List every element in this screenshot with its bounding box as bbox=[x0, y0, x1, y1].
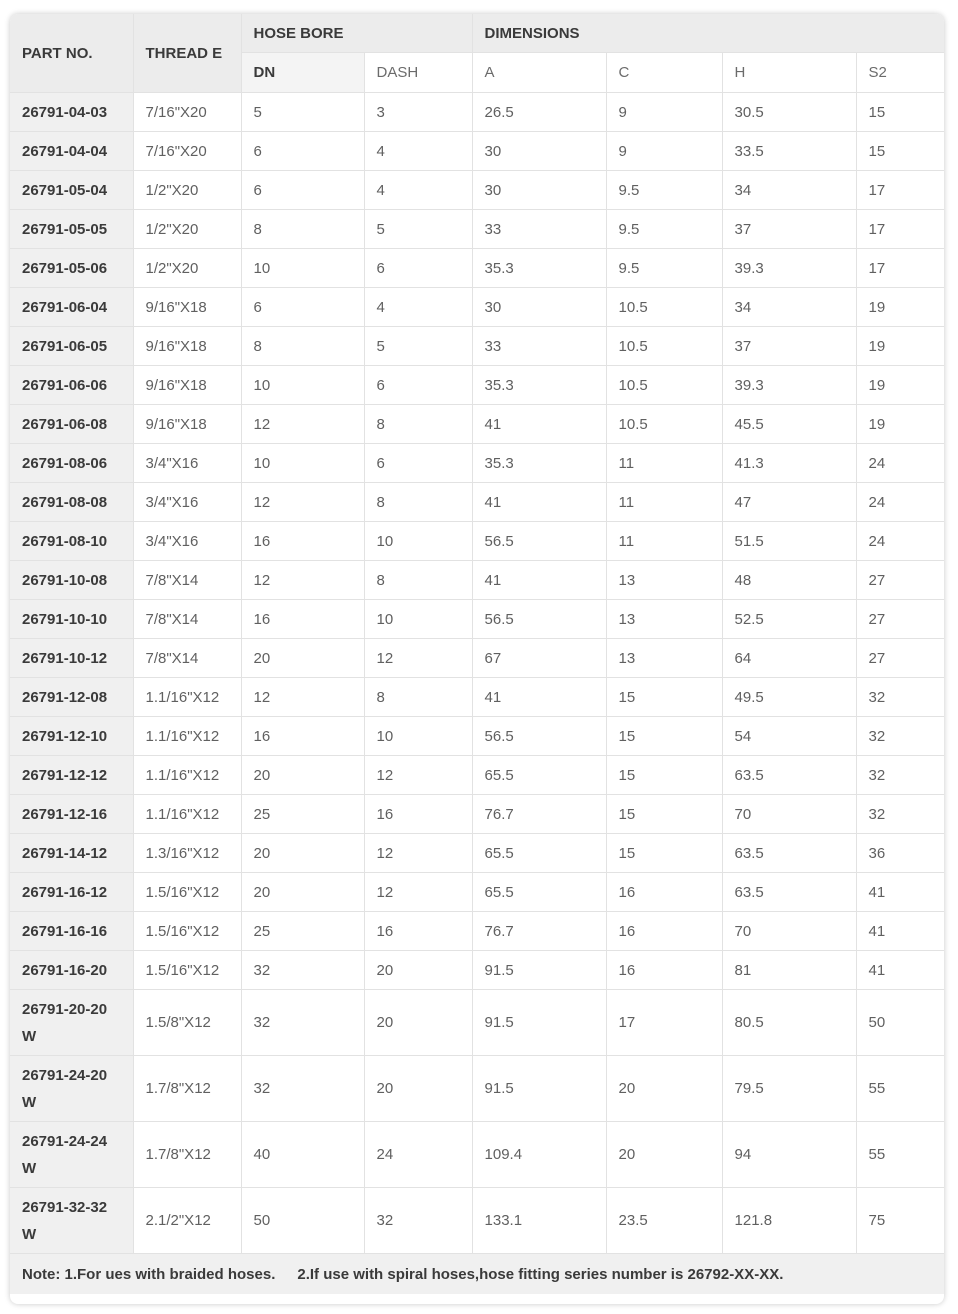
dim-c-cell: 15 bbox=[606, 756, 722, 795]
dash-cell: 4 bbox=[364, 171, 472, 210]
thread-cell: 7/16"X20 bbox=[133, 93, 241, 132]
part-no-cell: 26791-06-04 bbox=[10, 288, 133, 327]
dim-a-cell: 65.5 bbox=[472, 834, 606, 873]
dim-s2-cell: 55 bbox=[856, 1056, 944, 1122]
thread-cell: 1.5/8"X12 bbox=[133, 990, 241, 1056]
dim-c-cell: 10.5 bbox=[606, 288, 722, 327]
dash-cell: 8 bbox=[364, 405, 472, 444]
dim-h-cell: 47 bbox=[722, 483, 856, 522]
dn-cell: 32 bbox=[241, 1056, 364, 1122]
table-row bbox=[10, 1122, 944, 1188]
dim-h-cell: 37 bbox=[722, 210, 856, 249]
dim-h-cell: 80.5 bbox=[722, 990, 856, 1056]
part-no-cell: 26791-10-08 bbox=[10, 561, 133, 600]
thread-cell: 7/8"X14 bbox=[133, 561, 241, 600]
table-row bbox=[10, 795, 944, 834]
dim-s2-cell: 36 bbox=[856, 834, 944, 873]
dash-cell: 6 bbox=[364, 249, 472, 288]
part-no-cell: 26791-08-08 bbox=[10, 483, 133, 522]
table-row bbox=[10, 951, 944, 990]
dim-c-cell: 15 bbox=[606, 834, 722, 873]
part-no-cell: 26791-06-05 bbox=[10, 327, 133, 366]
note-row bbox=[10, 1254, 944, 1295]
part-no-cell: 26791-16-12 bbox=[10, 873, 133, 912]
dash-cell: 5 bbox=[364, 327, 472, 366]
dim-c-cell: 16 bbox=[606, 912, 722, 951]
dim-h-cell: 70 bbox=[722, 795, 856, 834]
header-h: H bbox=[722, 53, 856, 93]
dim-s2-cell: 41 bbox=[856, 951, 944, 990]
dim-c-cell: 9.5 bbox=[606, 210, 722, 249]
dim-a-cell: 35.3 bbox=[472, 366, 606, 405]
dim-h-cell: 70 bbox=[722, 912, 856, 951]
part-no-cell: 26791-12-12 bbox=[10, 756, 133, 795]
dn-cell: 6 bbox=[241, 132, 364, 171]
dim-c-cell: 15 bbox=[606, 678, 722, 717]
dn-cell: 20 bbox=[241, 873, 364, 912]
thread-cell: 9/16"X18 bbox=[133, 405, 241, 444]
dim-s2-cell: 15 bbox=[856, 93, 944, 132]
dim-c-cell: 13 bbox=[606, 600, 722, 639]
dim-h-cell: 64 bbox=[722, 639, 856, 678]
table-row bbox=[10, 873, 944, 912]
part-no-cell: 26791-16-16 bbox=[10, 912, 133, 951]
table-body bbox=[10, 93, 944, 1254]
dim-h-cell: 63.5 bbox=[722, 756, 856, 795]
dash-cell: 5 bbox=[364, 210, 472, 249]
dim-c-cell: 10.5 bbox=[606, 405, 722, 444]
thread-cell: 1.1/16"X12 bbox=[133, 678, 241, 717]
dim-h-cell: 41.3 bbox=[722, 444, 856, 483]
part-no-cell: 26791-24-24 W bbox=[10, 1122, 133, 1188]
dim-s2-cell: 32 bbox=[856, 717, 944, 756]
dn-cell: 16 bbox=[241, 600, 364, 639]
dim-a-cell: 41 bbox=[472, 405, 606, 444]
dim-a-cell: 56.5 bbox=[472, 717, 606, 756]
part-no-cell: 26791-12-08 bbox=[10, 678, 133, 717]
dash-cell: 16 bbox=[364, 795, 472, 834]
dim-c-cell: 10.5 bbox=[606, 366, 722, 405]
dim-h-cell: 81 bbox=[722, 951, 856, 990]
dim-s2-cell: 17 bbox=[856, 171, 944, 210]
dim-s2-cell: 50 bbox=[856, 990, 944, 1056]
dim-h-cell: 79.5 bbox=[722, 1056, 856, 1122]
table-row bbox=[10, 171, 944, 210]
thread-cell: 7/16"X20 bbox=[133, 132, 241, 171]
dn-cell: 6 bbox=[241, 171, 364, 210]
thread-cell: 1.7/8"X12 bbox=[133, 1056, 241, 1122]
dim-s2-cell: 17 bbox=[856, 210, 944, 249]
dim-a-cell: 91.5 bbox=[472, 990, 606, 1056]
dim-c-cell: 17 bbox=[606, 990, 722, 1056]
dim-s2-cell: 32 bbox=[856, 756, 944, 795]
dim-a-cell: 35.3 bbox=[472, 444, 606, 483]
table-row bbox=[10, 327, 944, 366]
dim-a-cell: 76.7 bbox=[472, 912, 606, 951]
dim-s2-cell: 19 bbox=[856, 327, 944, 366]
dim-s2-cell: 55 bbox=[856, 1122, 944, 1188]
thread-cell: 1/2"X20 bbox=[133, 210, 241, 249]
dim-a-cell: 109.4 bbox=[472, 1122, 606, 1188]
dn-cell: 8 bbox=[241, 327, 364, 366]
thread-cell: 1.5/16"X12 bbox=[133, 873, 241, 912]
thread-cell: 1.5/16"X12 bbox=[133, 951, 241, 990]
dim-a-cell: 30 bbox=[472, 132, 606, 171]
dn-cell: 20 bbox=[241, 639, 364, 678]
dim-c-cell: 11 bbox=[606, 483, 722, 522]
dim-h-cell: 94 bbox=[722, 1122, 856, 1188]
part-no-cell: 26791-06-08 bbox=[10, 405, 133, 444]
table-row bbox=[10, 990, 944, 1056]
thread-cell: 1.1/16"X12 bbox=[133, 717, 241, 756]
dim-c-cell: 9 bbox=[606, 93, 722, 132]
dash-cell: 4 bbox=[364, 132, 472, 171]
part-no-cell: 26791-20-20 W bbox=[10, 990, 133, 1056]
dn-cell: 16 bbox=[241, 522, 364, 561]
thread-cell: 1/2"X20 bbox=[133, 171, 241, 210]
dim-a-cell: 67 bbox=[472, 639, 606, 678]
dim-s2-cell: 19 bbox=[856, 366, 944, 405]
thread-cell: 1.1/16"X12 bbox=[133, 795, 241, 834]
dim-s2-cell: 41 bbox=[856, 912, 944, 951]
dim-s2-cell: 19 bbox=[856, 405, 944, 444]
dim-h-cell: 63.5 bbox=[722, 873, 856, 912]
dim-s2-cell: 17 bbox=[856, 249, 944, 288]
table-row bbox=[10, 678, 944, 717]
dash-cell: 20 bbox=[364, 951, 472, 990]
dim-s2-cell: 32 bbox=[856, 795, 944, 834]
table-row bbox=[10, 444, 944, 483]
dash-cell: 16 bbox=[364, 912, 472, 951]
table-row bbox=[10, 210, 944, 249]
dash-cell: 12 bbox=[364, 873, 472, 912]
dash-cell: 10 bbox=[364, 600, 472, 639]
thread-cell: 3/4"X16 bbox=[133, 444, 241, 483]
dn-cell: 32 bbox=[241, 951, 364, 990]
dim-a-cell: 41 bbox=[472, 561, 606, 600]
dn-cell: 10 bbox=[241, 444, 364, 483]
dash-cell: 10 bbox=[364, 522, 472, 561]
dn-cell: 8 bbox=[241, 210, 364, 249]
part-no-cell: 26791-08-10 bbox=[10, 522, 133, 561]
table-row bbox=[10, 561, 944, 600]
dim-h-cell: 39.3 bbox=[722, 249, 856, 288]
dim-h-cell: 39.3 bbox=[722, 366, 856, 405]
table-row bbox=[10, 717, 944, 756]
dash-cell: 20 bbox=[364, 1056, 472, 1122]
note-part-2: 2.If use with spiral hoses,hose fitting series number is 26792-XX-XX. bbox=[297, 1265, 784, 1283]
dim-h-cell: 37 bbox=[722, 327, 856, 366]
dim-c-cell: 20 bbox=[606, 1122, 722, 1188]
dash-cell: 10 bbox=[364, 717, 472, 756]
dim-c-cell: 16 bbox=[606, 873, 722, 912]
dim-s2-cell: 24 bbox=[856, 522, 944, 561]
dim-c-cell: 13 bbox=[606, 561, 722, 600]
part-no-cell: 26791-12-16 bbox=[10, 795, 133, 834]
dim-s2-cell: 24 bbox=[856, 483, 944, 522]
thread-cell: 1/2"X20 bbox=[133, 249, 241, 288]
thread-cell: 9/16"X18 bbox=[133, 327, 241, 366]
thread-cell: 9/16"X18 bbox=[133, 288, 241, 327]
thread-cell: 3/4"X16 bbox=[133, 483, 241, 522]
dim-c-cell: 13 bbox=[606, 639, 722, 678]
table-row bbox=[10, 639, 944, 678]
part-no-cell: 26791-24-20 W bbox=[10, 1056, 133, 1122]
thread-cell: 1.1/16"X12 bbox=[133, 756, 241, 795]
dim-s2-cell: 15 bbox=[856, 132, 944, 171]
dim-h-cell: 49.5 bbox=[722, 678, 856, 717]
dim-s2-cell: 24 bbox=[856, 444, 944, 483]
dn-cell: 12 bbox=[241, 405, 364, 444]
dn-cell: 20 bbox=[241, 834, 364, 873]
part-no-cell: 26791-10-10 bbox=[10, 600, 133, 639]
table-row bbox=[10, 249, 944, 288]
part-no-cell: 26791-14-12 bbox=[10, 834, 133, 873]
dim-a-cell: 41 bbox=[472, 483, 606, 522]
dim-a-cell: 133.1 bbox=[472, 1188, 606, 1254]
dash-cell: 24 bbox=[364, 1122, 472, 1188]
table-row bbox=[10, 912, 944, 951]
dim-a-cell: 30 bbox=[472, 171, 606, 210]
note-part-1: Note: 1.For ues with braided hoses. bbox=[22, 1265, 276, 1283]
dn-cell: 25 bbox=[241, 795, 364, 834]
dim-a-cell: 30 bbox=[472, 288, 606, 327]
dash-cell: 6 bbox=[364, 366, 472, 405]
dim-a-cell: 65.5 bbox=[472, 756, 606, 795]
dim-c-cell: 9 bbox=[606, 132, 722, 171]
dim-a-cell: 41 bbox=[472, 678, 606, 717]
header-hose-bore: HOSE BORE bbox=[241, 14, 472, 53]
table-row bbox=[10, 366, 944, 405]
dim-c-cell: 23.5 bbox=[606, 1188, 722, 1254]
table-row bbox=[10, 600, 944, 639]
dn-cell: 25 bbox=[241, 912, 364, 951]
dim-h-cell: 121.8 bbox=[722, 1188, 856, 1254]
dash-cell: 20 bbox=[364, 990, 472, 1056]
dim-c-cell: 10.5 bbox=[606, 327, 722, 366]
part-no-cell: 26791-04-03 bbox=[10, 93, 133, 132]
table-row bbox=[10, 288, 944, 327]
dn-cell: 40 bbox=[241, 1122, 364, 1188]
header-a: A bbox=[472, 53, 606, 93]
part-no-cell: 26791-10-12 bbox=[10, 639, 133, 678]
dim-a-cell: 26.5 bbox=[472, 93, 606, 132]
part-no-cell: 26791-05-06 bbox=[10, 249, 133, 288]
thread-cell: 1.5/16"X12 bbox=[133, 912, 241, 951]
thread-cell: 7/8"X14 bbox=[133, 639, 241, 678]
dn-cell: 12 bbox=[241, 678, 364, 717]
dash-cell: 12 bbox=[364, 834, 472, 873]
dim-h-cell: 34 bbox=[722, 171, 856, 210]
dim-a-cell: 91.5 bbox=[472, 951, 606, 990]
header-c: C bbox=[606, 53, 722, 93]
dash-cell: 8 bbox=[364, 561, 472, 600]
dim-c-cell: 20 bbox=[606, 1056, 722, 1122]
thread-cell: 1.7/8"X12 bbox=[133, 1122, 241, 1188]
header-row-group bbox=[10, 14, 944, 53]
thread-cell: 7/8"X14 bbox=[133, 600, 241, 639]
dim-c-cell: 9.5 bbox=[606, 171, 722, 210]
part-no-cell: 26791-05-04 bbox=[10, 171, 133, 210]
dim-s2-cell: 32 bbox=[856, 678, 944, 717]
dim-c-cell: 15 bbox=[606, 717, 722, 756]
thread-cell: 3/4"X16 bbox=[133, 522, 241, 561]
dim-h-cell: 54 bbox=[722, 717, 856, 756]
dim-c-cell: 11 bbox=[606, 522, 722, 561]
dim-a-cell: 91.5 bbox=[472, 1056, 606, 1122]
dash-cell: 8 bbox=[364, 483, 472, 522]
dn-cell: 12 bbox=[241, 483, 364, 522]
table-row bbox=[10, 1188, 944, 1254]
dn-cell: 20 bbox=[241, 756, 364, 795]
part-no-cell: 26791-06-06 bbox=[10, 366, 133, 405]
dim-c-cell: 15 bbox=[606, 795, 722, 834]
dim-a-cell: 65.5 bbox=[472, 873, 606, 912]
dim-c-cell: 11 bbox=[606, 444, 722, 483]
dim-h-cell: 34 bbox=[722, 288, 856, 327]
header-thread-e: THREAD E bbox=[133, 14, 241, 93]
dim-a-cell: 33 bbox=[472, 327, 606, 366]
dash-cell: 12 bbox=[364, 639, 472, 678]
part-no-cell: 26791-16-20 bbox=[10, 951, 133, 990]
header-part-no: PART NO. bbox=[10, 14, 133, 93]
dim-a-cell: 76.7 bbox=[472, 795, 606, 834]
dash-cell: 12 bbox=[364, 756, 472, 795]
part-no-cell: 26791-32-32 W bbox=[10, 1188, 133, 1254]
dim-h-cell: 48 bbox=[722, 561, 856, 600]
dim-a-cell: 56.5 bbox=[472, 522, 606, 561]
dim-h-cell: 52.5 bbox=[722, 600, 856, 639]
part-no-cell: 26791-04-04 bbox=[10, 132, 133, 171]
dim-s2-cell: 27 bbox=[856, 639, 944, 678]
dim-h-cell: 63.5 bbox=[722, 834, 856, 873]
dim-a-cell: 35.3 bbox=[472, 249, 606, 288]
note-cell bbox=[10, 1254, 944, 1295]
table-row bbox=[10, 1056, 944, 1122]
dash-cell: 32 bbox=[364, 1188, 472, 1254]
thread-cell: 1.3/16"X12 bbox=[133, 834, 241, 873]
table-row bbox=[10, 132, 944, 171]
header-dn: DN bbox=[241, 53, 364, 93]
table-row bbox=[10, 483, 944, 522]
dn-cell: 5 bbox=[241, 93, 364, 132]
dim-c-cell: 9.5 bbox=[606, 249, 722, 288]
part-no-cell: 26791-12-10 bbox=[10, 717, 133, 756]
dash-cell: 8 bbox=[364, 678, 472, 717]
header-dash: DASH bbox=[364, 53, 472, 93]
table-row bbox=[10, 405, 944, 444]
table-row bbox=[10, 756, 944, 795]
dash-cell: 4 bbox=[364, 288, 472, 327]
dim-c-cell: 16 bbox=[606, 951, 722, 990]
dn-cell: 10 bbox=[241, 249, 364, 288]
fitting-spec-table bbox=[10, 14, 944, 1294]
table-row bbox=[10, 93, 944, 132]
dim-h-cell: 33.5 bbox=[722, 132, 856, 171]
table-row bbox=[10, 522, 944, 561]
dim-s2-cell: 75 bbox=[856, 1188, 944, 1254]
dn-cell: 16 bbox=[241, 717, 364, 756]
dim-h-cell: 51.5 bbox=[722, 522, 856, 561]
dash-cell: 6 bbox=[364, 444, 472, 483]
part-no-cell: 26791-05-05 bbox=[10, 210, 133, 249]
thread-cell: 2.1/2"X12 bbox=[133, 1188, 241, 1254]
dim-s2-cell: 27 bbox=[856, 561, 944, 600]
table-row bbox=[10, 834, 944, 873]
dn-cell: 12 bbox=[241, 561, 364, 600]
spec-table-card bbox=[10, 14, 944, 1304]
dim-s2-cell: 27 bbox=[856, 600, 944, 639]
dn-cell: 6 bbox=[241, 288, 364, 327]
header-s2: S2 bbox=[856, 53, 944, 93]
dn-cell: 50 bbox=[241, 1188, 364, 1254]
dim-h-cell: 45.5 bbox=[722, 405, 856, 444]
dim-s2-cell: 19 bbox=[856, 288, 944, 327]
dim-a-cell: 56.5 bbox=[472, 600, 606, 639]
dim-s2-cell: 41 bbox=[856, 873, 944, 912]
thread-cell: 9/16"X18 bbox=[133, 366, 241, 405]
dim-h-cell: 30.5 bbox=[722, 93, 856, 132]
part-no-cell: 26791-08-06 bbox=[10, 444, 133, 483]
header-dimensions: DIMENSIONS bbox=[472, 14, 944, 53]
dim-a-cell: 33 bbox=[472, 210, 606, 249]
dn-cell: 32 bbox=[241, 990, 364, 1056]
dash-cell: 3 bbox=[364, 93, 472, 132]
dn-cell: 10 bbox=[241, 366, 364, 405]
